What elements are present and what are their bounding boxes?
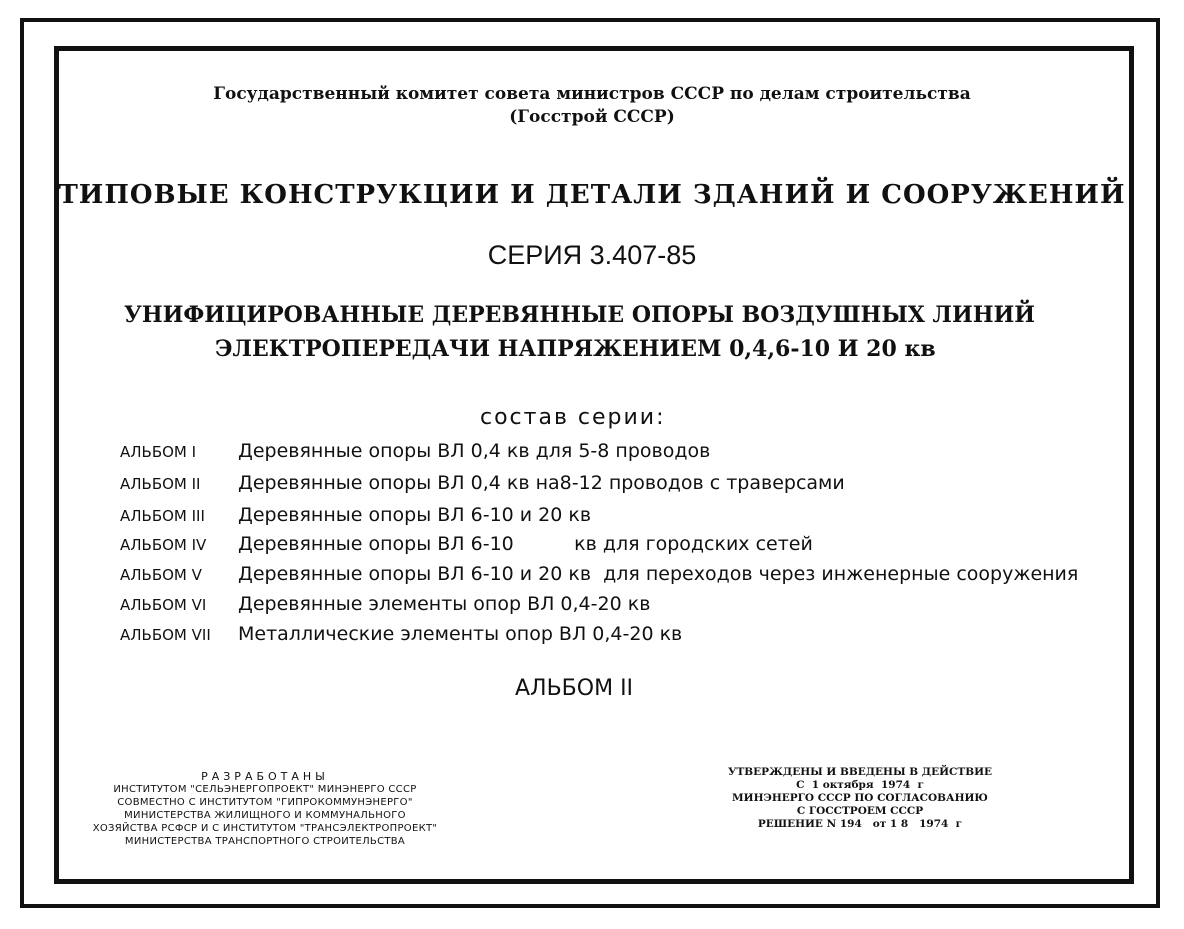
developed-by-line: ИНСТИТУТОМ "СЕЛЬЭНЕРГОПРОЕКТ" МИНЭНЕРГО СССР [113,784,417,795]
approval-line: С ГОССТРОЕМ СССР [796,805,924,817]
album-code: АЛЬБОМ VII [120,626,211,644]
album-code: АЛЬБОМ V [120,566,202,584]
album-row [120,440,710,462]
album-row [120,472,845,494]
inner-frame [54,46,1134,884]
developed-by-line: СОВМЕСТНО С ИНСТИТУТОМ "ГИПРОКОММУНЭНЕРГО" [117,797,413,808]
album-code: АЛЬБОМ IV [120,536,207,554]
current-album: АЛЬБОМ II [515,676,634,701]
approval-line: МИНЭНЕРГО СССР ПО СОГЛАСОВАНИЮ [732,792,988,804]
developed-by-block [40,770,490,848]
album-description: Деревянные опоры ВЛ 0,4 кв на8-12 проводов с траверсами [238,472,845,494]
album-code: АЛЬБОМ II [120,475,201,493]
approval-line: УТВЕРЖДЕНЫ И ВВЕДЕНЫ В ДЕЙСТВИЕ [727,766,993,778]
developed-by-line: МИНИСТЕРСТВА ТРАНСПОРТНОГО СТРОИТЕЛЬСТВА [124,836,406,847]
album-row [120,563,1078,585]
developed-by-line: ХОЗЯЙСТВА РСФСР И С ИНСТИТУТОМ "ТРАНСЭЛЕКТРОПРОЕКТ" [92,823,438,834]
org-line-2: (Госстрой СССР) [509,107,675,127]
series-number: СЕРИЯ 3.407-85 [487,240,697,270]
subtitle-line-1: УНИФИЦИРОВАННЫЕ ДЕРЕВЯННЫЕ ОПОРЫ ВОЗДУШНЫХ ЛИНИЙ [124,302,1036,328]
album-row [120,593,650,615]
document-title: ТИПОВЫЕ КОНСТРУКЦИИ И ДЕТАЛИ ЗДАНИЙ И СООРУЖЕНИЙ [58,180,1126,210]
album-code: АЛЬБОМ VI [120,596,207,614]
approval-block [700,766,1020,831]
album-description: Деревянные элементы опор ВЛ 0,4-20 кв [238,593,651,615]
approval-line: С 1 октября 1974 г [796,779,924,791]
album-row [120,533,813,555]
album-description: Деревянные опоры ВЛ 6-10 кв для городских сетей [238,533,813,555]
developed-by-heading: РАЗРАБОТАНЫ [201,770,329,783]
subtitle-line-2: ЭЛЕКТРОПЕРЕДАЧИ НАПРЯЖЕНИЕМ 0,4,6-10 И 20 кв [215,336,936,362]
developed-by-line: МИНИСТЕРСТВА ЖИЛИЩНОГО И КОММУНАЛЬНОГО [124,810,406,821]
album-row [120,623,682,645]
album-row [120,504,591,526]
album-code: АЛЬБОМ I [120,443,197,461]
album-description: Деревянные опоры ВЛ 0,4 кв для 5-8 проводов [238,440,711,462]
approval-line: РЕШЕНИЕ N 194 от 1 8 1974 г [757,818,963,830]
album-description: Деревянные опоры ВЛ 6-10 и 20 кв [238,504,592,526]
album-description: Деревянные опоры ВЛ 6-10 и 20 кв для переходов через инженерные сооружения [238,563,1079,585]
org-line-1: Государственный комитет совета министров СССР по делам строительства [213,84,971,104]
composition-heading: состав серии: [480,405,666,430]
album-code: АЛЬБОМ III [120,507,205,525]
album-description: Металлические элементы опор ВЛ 0,4-20 кв [238,623,683,645]
